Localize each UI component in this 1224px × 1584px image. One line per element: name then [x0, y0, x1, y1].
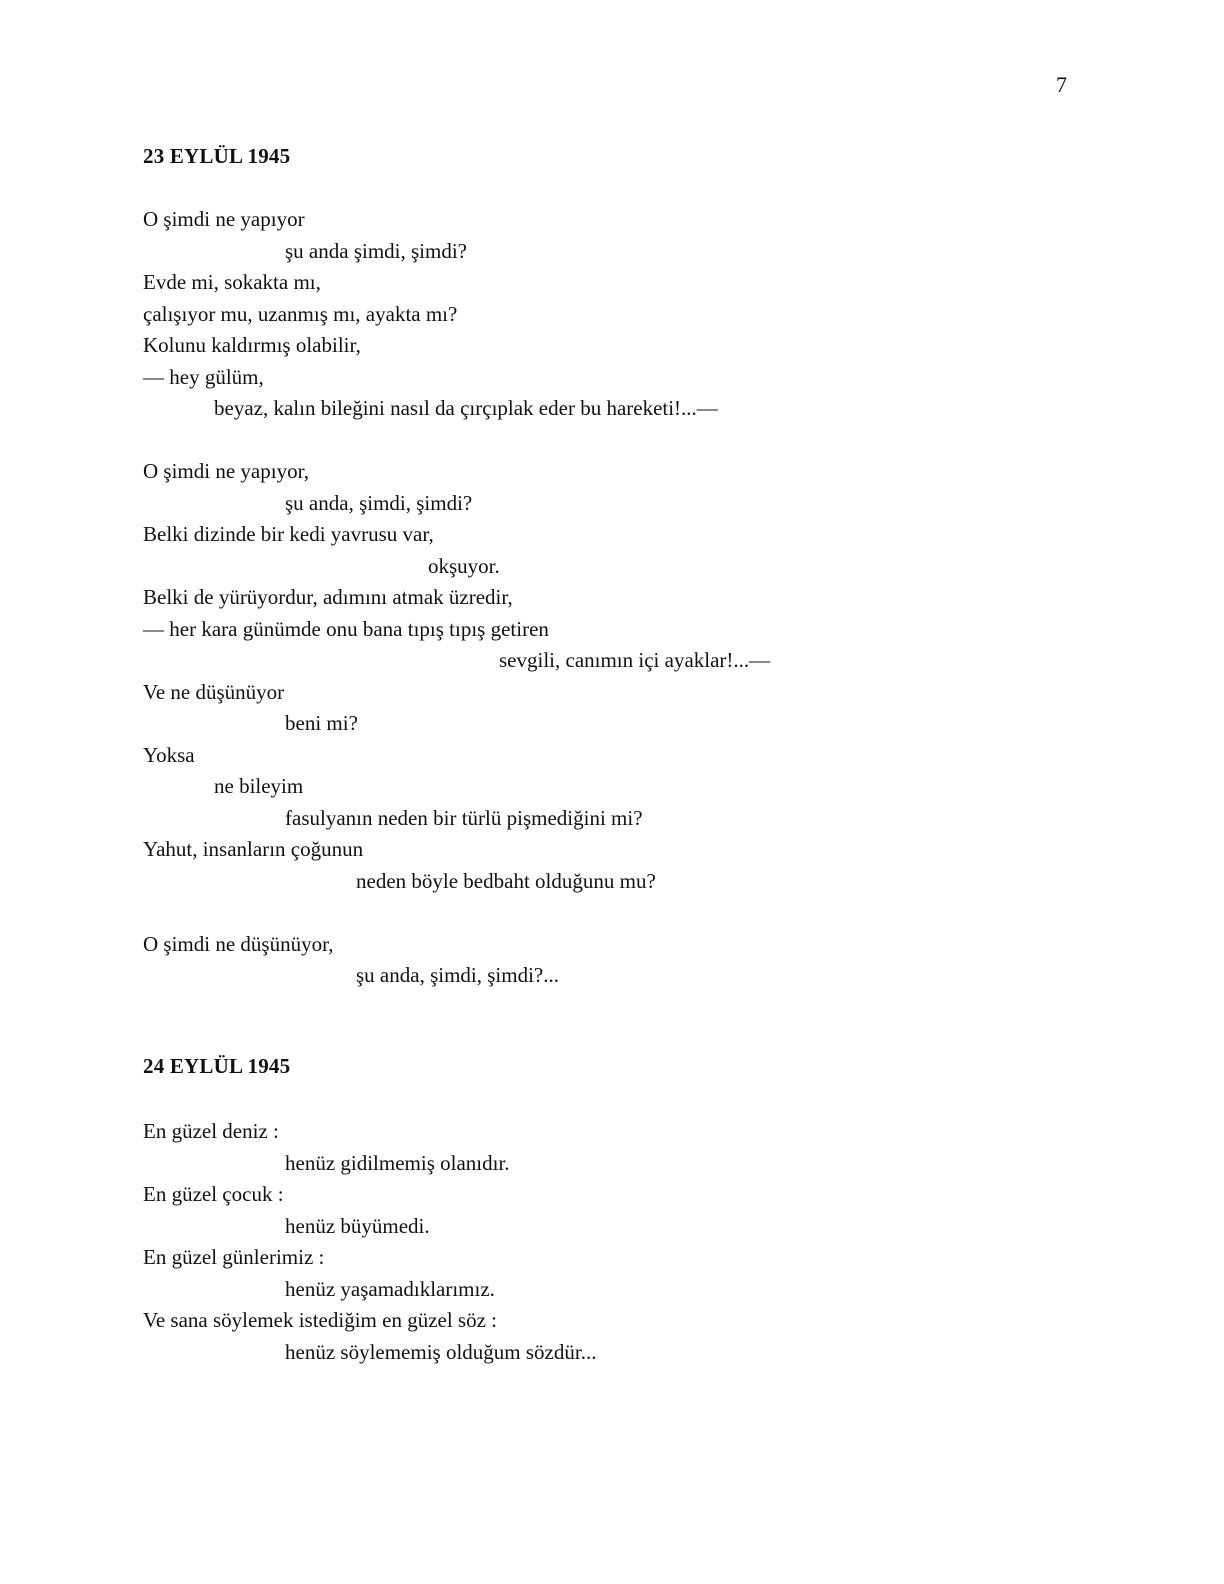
- poem-line: fasulyanın neden bir türlü pişmediğini mi?: [285, 805, 643, 830]
- poem-line: şu anda, şimdi, şimdi?: [285, 490, 473, 515]
- stanza-break: [143, 897, 770, 929]
- poem-line: Ve ne düşünüyor: [143, 679, 285, 704]
- poem-line: henüz büyümedi.: [285, 1213, 430, 1238]
- poem-line: henüz yaşamadıklarımız.: [285, 1276, 495, 1301]
- poem-line: henüz söylememiş olduğum sözdür...: [285, 1339, 597, 1364]
- poem-1: [143, 204, 770, 992]
- poem-line: En güzel deniz :: [143, 1119, 279, 1143]
- poem-line: neden böyle bedbaht olduğunu mu?: [356, 868, 656, 893]
- page-number: 7: [1056, 72, 1067, 97]
- poem-line: Evde mi, sokakta mı,: [143, 270, 321, 294]
- poem-line: beni mi?: [285, 711, 358, 735]
- poem-line: Kolunu kaldırmış olabilir,: [143, 333, 361, 357]
- poem-line: Yahut, insanların çoğunun: [143, 837, 364, 861]
- poem-line: — hey gülüm,: [143, 364, 264, 389]
- poem-line: Belki de yürüyordur, adımını atmak üzredir,: [143, 585, 513, 609]
- poem-line: En güzel günlerimiz :: [143, 1245, 325, 1269]
- poem-line: Ve sana söylemek istediğim en güzel söz :: [143, 1308, 497, 1332]
- poem-line: okşuyor.: [428, 553, 500, 578]
- poem-line: şu anda, şimdi, şimdi?...: [356, 963, 559, 987]
- poem-line: şu anda şimdi, şimdi?: [285, 238, 467, 263]
- poem-line: henüz gidilmemiş olanıdır.: [285, 1150, 510, 1175]
- poem-line: ne bileyim: [214, 774, 304, 798]
- section-title-1: 23 EYLÜL 1945: [143, 144, 291, 168]
- poem-line: sevgili, canımın içi ayaklar!...—: [499, 648, 771, 672]
- poem-line: — her kara günümde onu bana tıpış tıpış getiren: [143, 616, 549, 641]
- poem-line: O şimdi ne yapıyor,: [143, 459, 309, 483]
- poem-line: çalışıyor mu, uzanmış mı, ayakta mı?: [143, 301, 458, 326]
- poem-line: Yoksa: [143, 742, 195, 767]
- poem-line: O şimdi ne düşünüyor,: [143, 931, 334, 956]
- poem-line: O şimdi ne yapıyor: [143, 207, 305, 231]
- poem-line: Belki dizinde bir kedi yavrusu var,: [143, 522, 434, 546]
- poem-2: [143, 1116, 596, 1368]
- stanza-break: [143, 425, 770, 457]
- section-title-2: 24 EYLÜL 1945: [143, 1054, 291, 1078]
- poem-line: En güzel çocuk :: [143, 1182, 284, 1206]
- poem-line: beyaz, kalın bileğini nasıl da çırçıplak eder bu hareketi!...—: [214, 396, 718, 420]
